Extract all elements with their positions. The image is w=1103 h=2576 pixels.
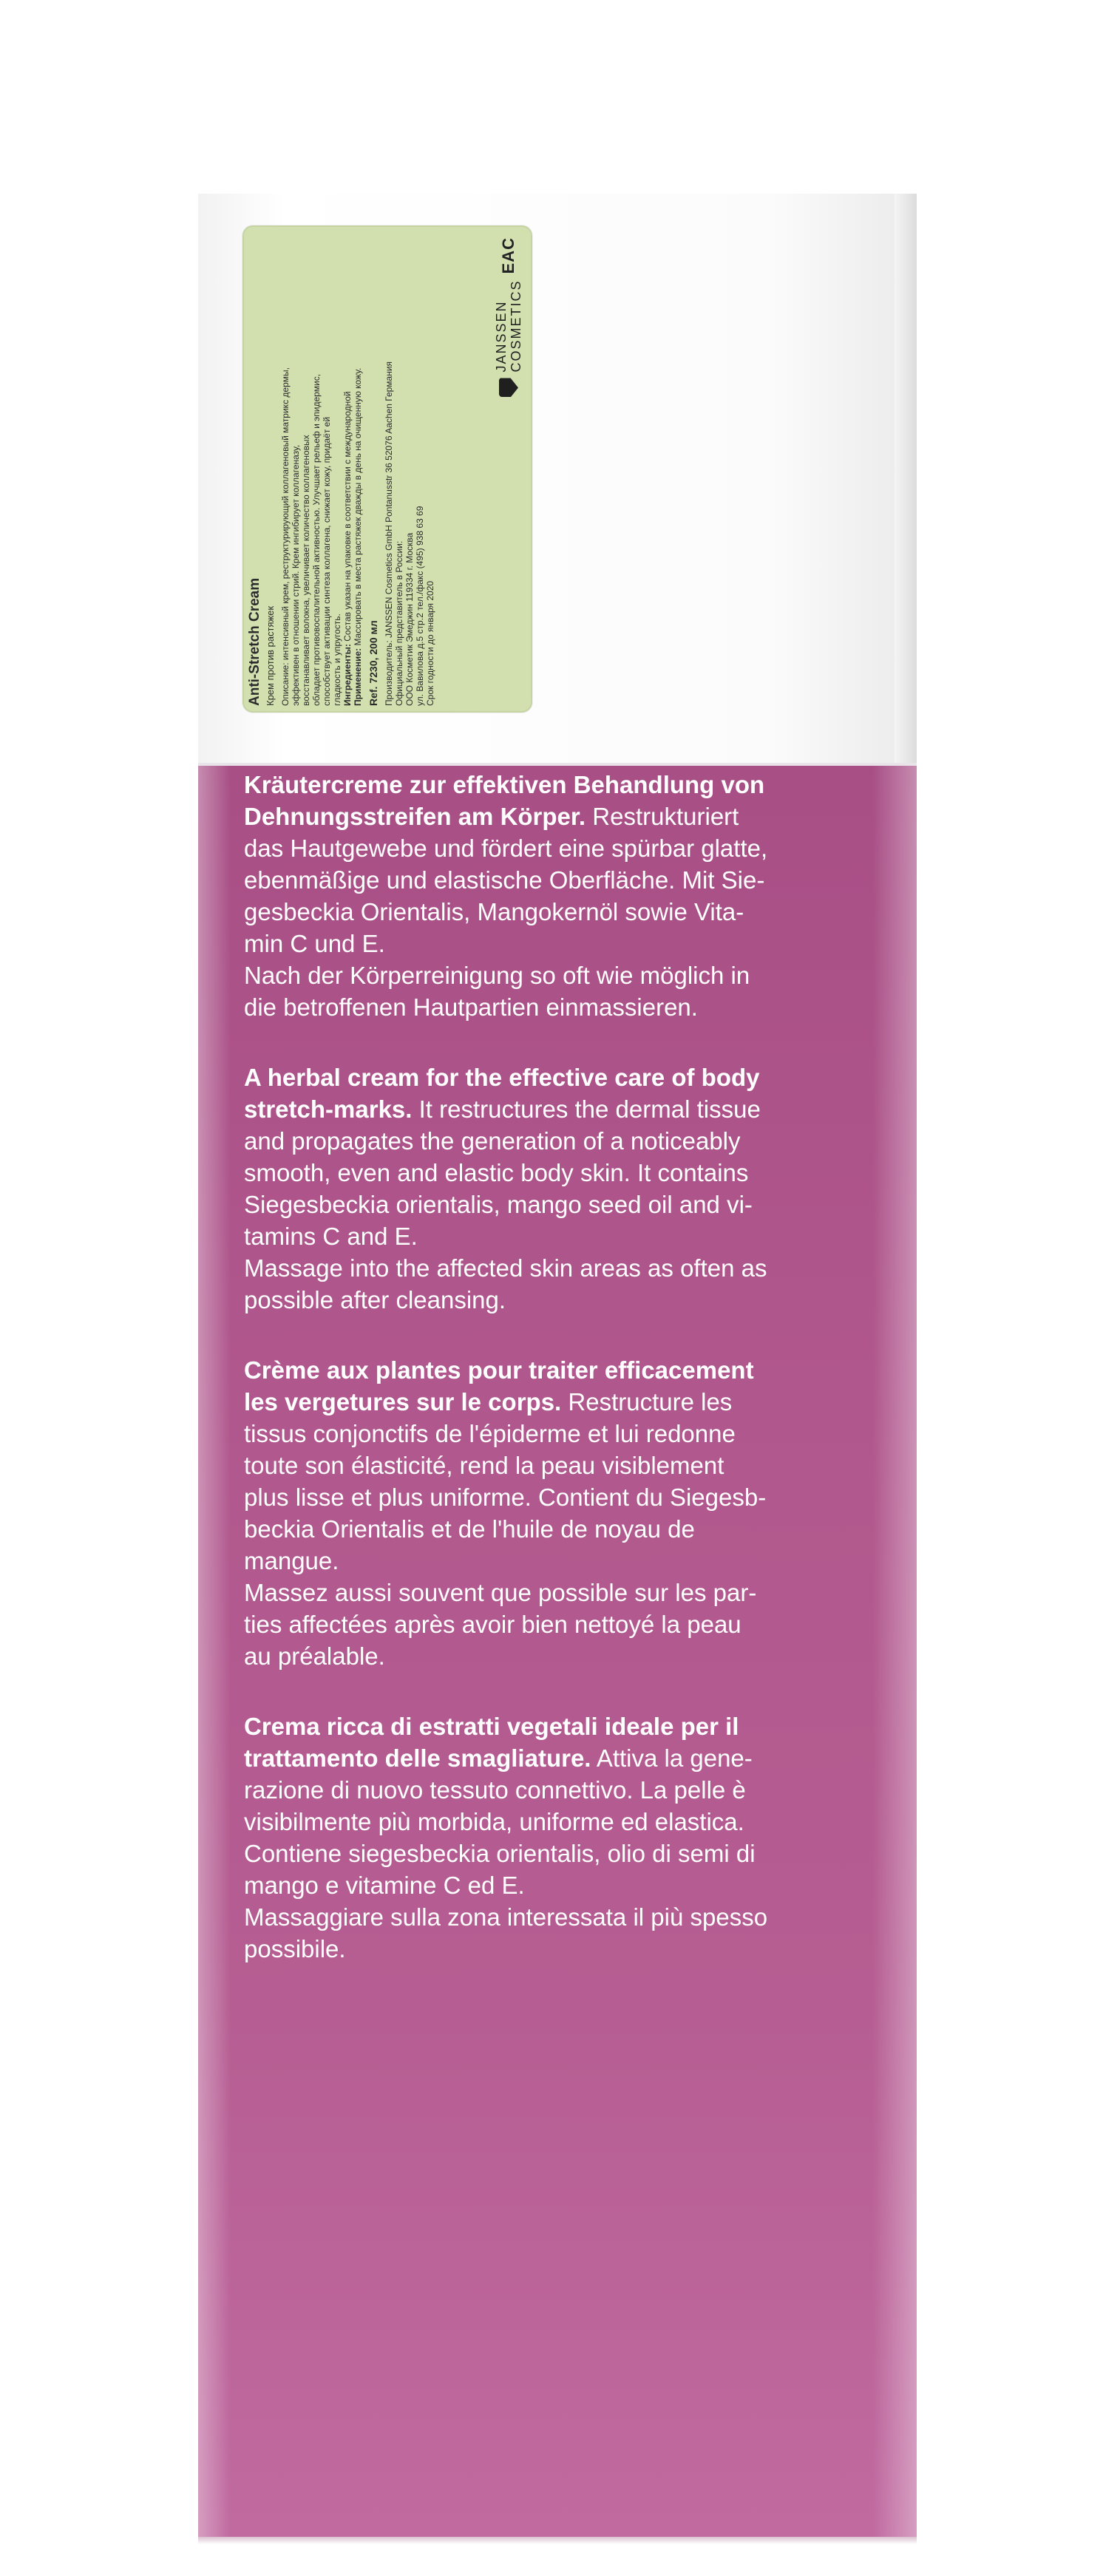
lead-line: A herbal cream for the effective care of body (244, 1064, 760, 1091)
body-text: Restructure les (561, 1388, 733, 1416)
sticker-manufacturer-line: Официальный представитель в России: (394, 540, 404, 706)
description-german (244, 769, 865, 1023)
body-line: das Hautgewebe und fördert eine spürbar glatte, (244, 835, 768, 862)
body-line: and propagates the generation of a noticeably (244, 1127, 741, 1155)
lead-line: Crème aux plantes pour traiter efficacement (244, 1356, 754, 1384)
body-line: razione di nuovo tessuto connettivo. La pelle è (244, 1776, 746, 1804)
lead-line: trattamento delle smagliature. (244, 1744, 591, 1772)
body-line: Siegesbeckia orientalis, mango seed oil and vi- (244, 1191, 753, 1218)
body-line: plus lisse et plus uniforme. Contient du Siegesb- (244, 1484, 767, 1511)
russian-label-sticker (242, 225, 532, 713)
body-line: possibile. (244, 1935, 346, 1962)
brand-name-bottom: COSMETICS (509, 279, 523, 372)
body-line: Massage into the affected skin areas as often as (244, 1254, 767, 1282)
lead-line: stretch-marks. (244, 1095, 413, 1123)
sticker-ingredients-label: Ингредиенты: (342, 643, 353, 706)
lead-line: Kräutercreme zur effektiven Behandlung von (244, 771, 765, 798)
body-line: toute son élasticité, rend la peau visiblement (244, 1452, 724, 1479)
sticker-product-subtitle: Крем против растяжек (265, 605, 276, 706)
body-line: Contiene siegesbeckia orientalis, olio di semi di (244, 1840, 756, 1867)
sticker-description-line: Описание: интенсивный крем, реструктурирующий коллагеновый матрикс дермы, (280, 367, 291, 706)
description-english (244, 1061, 865, 1316)
body-line: mango e vitamine C ed E. (244, 1872, 525, 1899)
sticker-application-label: Применение: (353, 648, 363, 706)
lead-line: Dehnungsstreifen am Körper. (244, 803, 586, 830)
sticker-manufacturer-line: ООО Косметик Эмеджин 119334 г. Москва (404, 532, 415, 706)
brand-name-top: JANSSEN (494, 299, 509, 372)
sticker-description-line: гладкость и упругость. (332, 613, 342, 706)
sticker-brand-block (494, 237, 523, 397)
product-description-column (244, 769, 865, 2003)
body-line: beckia Orientalis et de l'huile de noyau de (244, 1515, 695, 1543)
description-french (244, 1354, 865, 1672)
sticker-description-line: восстанавливает волокна, увеличивает количество коллагеновых (301, 434, 311, 706)
body-line: ties affectées après avoir bien nettoyé la peau (244, 1611, 741, 1638)
body-line: ebenmäßige und elastische Oberfläche. Mit Sie- (244, 866, 765, 894)
brand-wordmark (494, 279, 523, 372)
sticker-application-text: Массировать в места растяжек дважды в день на очищенную кожу. (353, 367, 363, 646)
sticker-manufacturer-line: ул. Вавилова д.5 стр.2 тел./факс (495) 938 63 69 (415, 506, 425, 706)
sticker-ref-number: Ref. 7230, 200 мл (367, 619, 379, 706)
lead-line: Crema ricca di estratti vegetali ideale per il (244, 1713, 739, 1740)
box-bottom-shadow (198, 2537, 917, 2544)
janssen-logo-icon (499, 378, 518, 397)
body-line: au préalable. (244, 1642, 385, 1670)
sticker-manufacturer-line: Производитель: JANSSEN Cosmetics GmbH Pontanusstr 36 52076 Aachen Германия (384, 361, 394, 706)
sticker-product-title: Anti-Stretch Cream (247, 577, 262, 706)
sticker-content (247, 233, 528, 706)
sticker-description-line: способствует активации синтеза коллагена, снижает кожу, придаёт ей (322, 416, 332, 706)
body-text: Attiva la gene- (591, 1744, 753, 1772)
body-line: mangue. (244, 1547, 339, 1574)
body-line: Nach der Körperreinigung so oft wie möglich in (244, 962, 750, 989)
body-line: possible after cleansing. (244, 1286, 506, 1314)
body-line: min C und E. (244, 930, 385, 957)
pink-edge-highlight-left (198, 766, 231, 2537)
body-line: tissus conjonctifs de l'épiderme et lui redonne (244, 1420, 736, 1447)
sticker-description-line: обладает противовоспалительной активностью. Улучшает рельеф и эпидермис, (311, 373, 322, 706)
body-line: smooth, even and elastic body skin. It contains (244, 1159, 749, 1186)
sticker-manufacturer-line: Срок годности до января 2020 (425, 580, 435, 706)
lead-line: les vergetures sur le corps. (244, 1388, 562, 1416)
box-edge-shadow (895, 194, 917, 763)
body-line: die betroffenen Hautpartien einmassieren. (244, 993, 698, 1021)
body-line: visibilmente più morbida, uniforme ed elastica. (244, 1808, 744, 1835)
sticker-ingredients-text: Состав указан на упаковке в соответствии с международной (342, 390, 353, 642)
eac-certification-mark: EAC (499, 237, 517, 273)
body-text: It restructures the dermal tissue (412, 1095, 761, 1123)
body-line: Massez aussi souvent que possible sur les par- (244, 1579, 757, 1606)
sticker-description-line: эффективен в отношении стрий. Крем ингибирует коллагеназу, (291, 444, 301, 706)
body-line: tamins C and E. (244, 1223, 418, 1250)
body-line: gesbeckia Orientalis, Mangokernöl sowie Vita- (244, 898, 744, 925)
pink-edge-highlight-right (872, 766, 917, 2537)
body-line: Massaggiare sulla zona interessata il più spesso (244, 1903, 768, 1931)
body-text: Restrukturiert (586, 803, 739, 830)
description-italian (244, 1710, 865, 1965)
